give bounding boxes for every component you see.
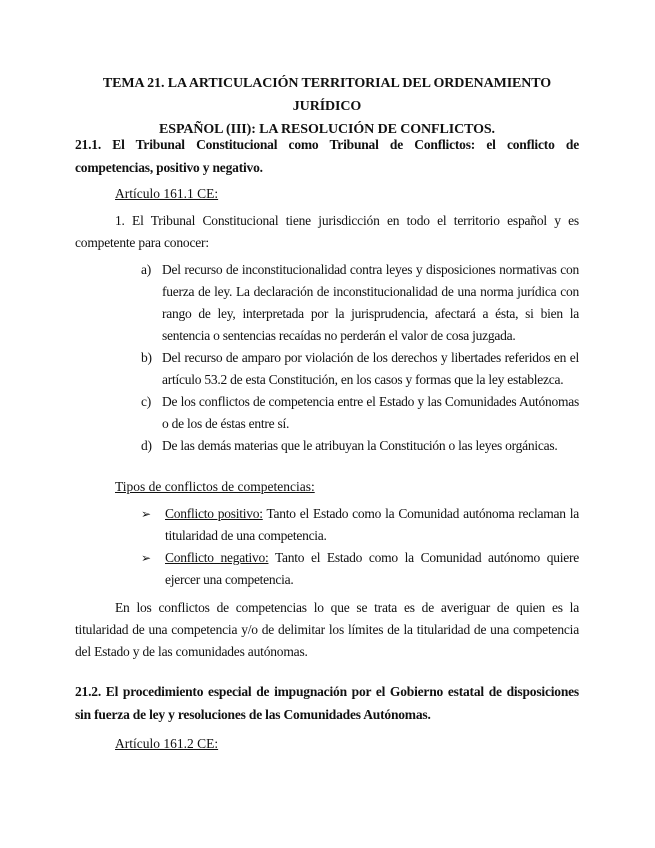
conflict-type-term: Conflicto positivo:	[165, 506, 263, 521]
conflict-type-text: Tanto el Estado como la Comunidad autónomo quiere ejercer una competencia.	[165, 550, 580, 587]
list-item	[141, 347, 579, 391]
conflict-types-list	[141, 503, 579, 591]
article-161-1-reference: Artículo 161.1 CE:	[115, 186, 219, 201]
list-item	[141, 503, 579, 547]
list-item	[141, 391, 579, 435]
article-161-2-reference: Artículo 161.2 CE:	[115, 736, 219, 751]
competence-list	[141, 259, 579, 457]
title-line-2: ESPAÑOL (III): LA RESOLUCIÓN DE CONFLICTOS.	[159, 122, 495, 137]
article-intro-paragraph: 1. El Tribunal Constitucional tiene jurisdicción en todo el territorio español y es competente para conocer:	[75, 213, 579, 250]
section-1-heading: 21.1. El Tribunal Constitucional como Tribunal de Conflictos: el conflicto de competencias, positivo y negativo.	[75, 137, 579, 175]
arrow-bullet-icon: ➢	[141, 551, 151, 565]
conflict-types-heading: Tipos de conflictos de competencias:	[115, 479, 315, 494]
list-marker: c)	[141, 394, 151, 409]
list-item-text: De las demás materias que le atribuyan la Constitución o las leyes orgánicas.	[162, 438, 558, 453]
list-item-text: Del recurso de amparo por violación de los derechos y libertades referidos en el artículo 53.2 de esta Constitución, en los casos y formas que la ley establezca.	[162, 350, 579, 387]
title-line-1: TEMA 21. LA ARTICULACIÓN TERRITORIAL DEL ORDENAMIENTO JURÍDICO	[102, 76, 552, 114]
conflict-type-term: Conflicto negativo:	[165, 550, 269, 565]
list-marker: d)	[141, 438, 152, 453]
list-item-text: De los conflictos de competencia entre el Estado y las Comunidades Autónomas o de los de éstas entre sí.	[162, 394, 579, 431]
closing-paragraph: En los conflictos de competencias lo que se trata es de averiguar de quien es la titularidad de una competencia y/o de delimitar los límites de la titularidad de una competencia del Estado y de las comunidades autónomas.	[75, 600, 579, 659]
section-2-heading: 21.2. El procedimiento especial de impugnación por el Gobierno estatal de disposiciones sin fuerza de ley y resoluciones de las Comunidades Autónomas.	[75, 684, 579, 722]
document-title	[75, 72, 579, 141]
list-item	[141, 259, 579, 347]
list-marker: a)	[141, 262, 151, 277]
list-item-text: Del recurso de inconstitucionalidad contra leyes y disposiciones normativas con fuerza de ley. La declaración de inconstitucionalidad de una norma jurídica con rango de ley, interpretada por la jurisprudencia, afectará a ésta, si bien la sentencia o sentencias recaídas no perderán el valor de cosa juzgada.	[162, 262, 579, 343]
list-item	[141, 435, 579, 457]
arrow-bullet-icon: ➢	[141, 507, 151, 521]
list-item	[141, 547, 579, 591]
list-marker: b)	[141, 350, 152, 365]
conflict-type-text: Tanto el Estado como la Comunidad autónoma reclaman la titularidad de una competencia.	[165, 506, 579, 543]
